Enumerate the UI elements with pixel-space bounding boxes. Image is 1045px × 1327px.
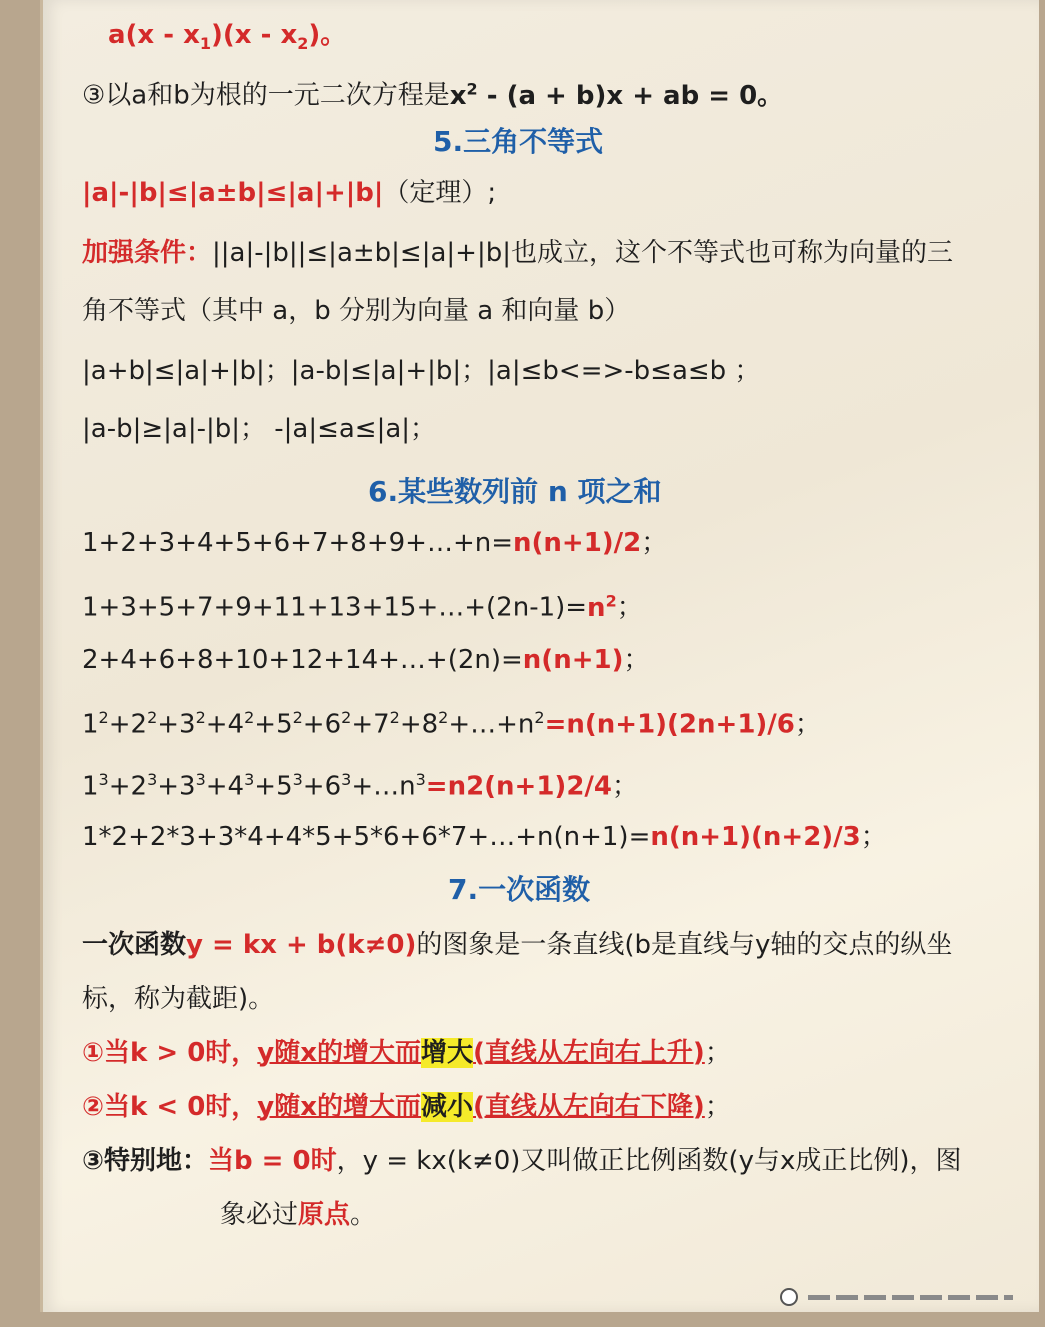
- sum-formula-1: 1+2+3+4+5+6+7+8+9+…+n=n(n+1)/2；: [82, 528, 668, 558]
- current-page-dot-icon[interactable]: [780, 1288, 798, 1306]
- k-positive-case: ①当k > 0时，y随x的增大而增大(直线从左向右上升)；: [82, 1038, 731, 1068]
- quadratic-roots-line: ③以a和b为根的一元二次方程是$x^2 - (a + b)x$ + ab = 0。: [82, 79, 784, 111]
- factored-form-line: $a(x - x_1)(x - x_2)$。: [108, 20, 347, 54]
- page-dots-track[interactable]: [808, 1295, 1013, 1300]
- origin-note-line: 象必过原点。: [220, 1200, 377, 1230]
- k-negative-case: ②当k < 0时，y随x的增大而减小(直线从左向右下降)；: [82, 1092, 731, 1122]
- sum-formula-2: $1+3+5+7+9+11+13+15+\dots+(2n-1)=n^2$；: [82, 591, 643, 623]
- section-heading-6: 6.某些数列前 n 项之和: [368, 475, 662, 508]
- inequality-list-1: |a+b|≤|a|+|b|；|a-b|≤|a|+|b|；|a|≤b<=>-b≤a≤b ；: [82, 356, 761, 386]
- linear-function-definition: 一次函数y = kx + b(k≠0)的图象是一条直线(b是直线与y轴的交点的纵坐: [82, 930, 953, 960]
- inequality-list-2: |a-b|≥|a|-|b|； -|a|≤a≤|a|；: [82, 414, 437, 444]
- intercept-note: 标，称为截距)。: [82, 984, 275, 1014]
- vector-note-line: 角不等式（其中 a，b 分别为向量 a 和向量 b）: [82, 296, 631, 326]
- sum-formula-4: $1^2+2^2+3^2+4^2+5^2+6^2+7^2+8^2+\dots+n^2=n(n+1)(2n+1)/6$；: [82, 708, 821, 740]
- section-heading-7: 7.一次函数: [448, 873, 591, 906]
- sum-formula-6: 1*2+2*3+3*4+4*5+5*6+6*7+…+n(n+1)=n(n+1)(n+2)/3；: [82, 822, 887, 852]
- sum-formula-5: $1^3+2^3+3^3+4^3+5^3+6^3+\dots n^3=n2(n+1)2/4$；: [82, 770, 639, 802]
- strengthened-condition-line: 加强条件：||a|-|b||≤|a±b|≤|a|+|b|也成立，这个不等式也可称为向量的三: [82, 238, 953, 268]
- section-heading-5: 5.三角不等式: [433, 125, 604, 158]
- carousel-indicator[interactable]: [780, 1287, 1025, 1309]
- sum-formula-3: 2+4+6+8+10+12+14+…+(2n)=n(n+1)；: [82, 645, 650, 675]
- special-case-line: ③特别地：当b = 0时，y = kx(k≠0)又叫做正比例函数(y与x成正比例)，图: [82, 1146, 962, 1176]
- triangle-inequality-theorem: |a|-|b|≤|a±b|≤|a|+|b|（定理）;: [82, 178, 497, 208]
